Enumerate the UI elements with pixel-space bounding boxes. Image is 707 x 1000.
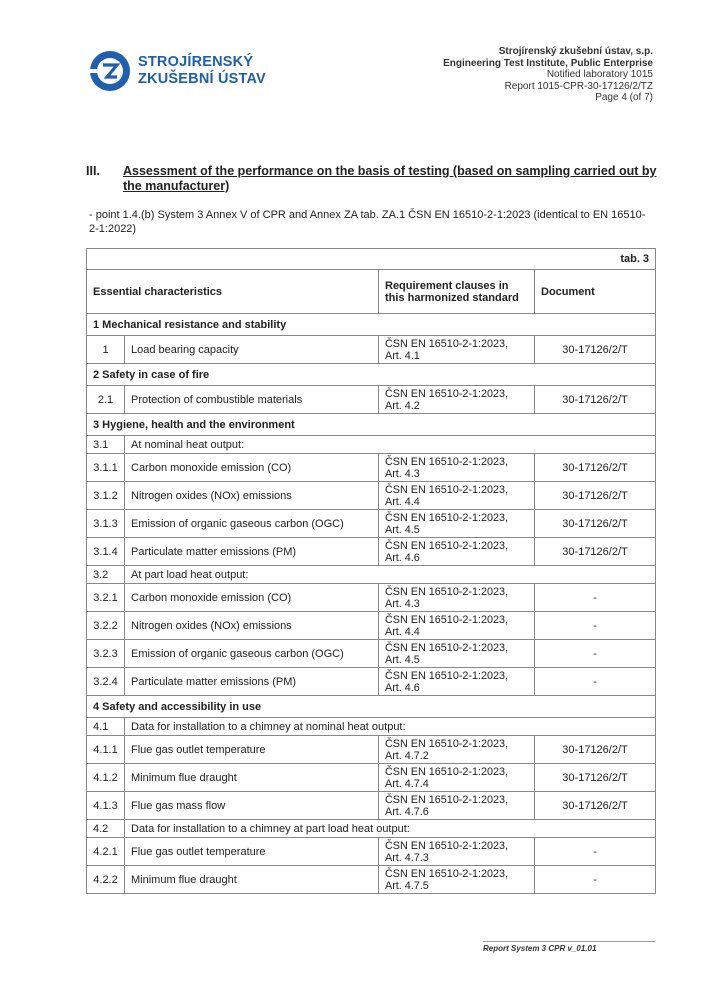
requirement-standard: ČSN EN 16510-2-1:2023, — [385, 641, 509, 654]
requirement-standard: ČSN EN 16510-2-1:2023, — [385, 765, 509, 778]
header-institute-cz: Strojírenský zkušební ústav, s.p. — [498, 46, 653, 57]
document-ref: - — [535, 584, 656, 612]
document-ref: - — [535, 866, 656, 894]
logo-line-1: STROJÍRENSKÝ — [138, 54, 254, 70]
table-header-row — [87, 270, 656, 314]
characteristic-name: Flue gas outlet temperature — [125, 838, 379, 866]
requirement-clause — [379, 510, 535, 538]
characteristic-name: Nitrogen oxides (NOx) emissions — [125, 612, 379, 640]
logo-line-2: ZKUŠEBNÍ ÚSTAV — [138, 71, 266, 87]
requirement-standard: ČSN EN 16510-2-1:2023, — [385, 585, 509, 598]
row-number: 3.1.4 — [87, 538, 125, 566]
row-number: 4.1.1 — [87, 736, 125, 764]
table-row — [87, 668, 656, 696]
characteristic-name: Carbon monoxide emission (CO) — [125, 454, 379, 482]
requirement-clause — [379, 336, 535, 364]
characteristic-name: Particulate matter emissions (PM) — [125, 668, 379, 696]
requirement-article: Art. 4.7.5 — [385, 879, 429, 892]
requirement-standard: ČSN EN 16510-2-1:2023, — [385, 669, 509, 682]
group-row — [87, 364, 656, 386]
requirement-standard: ČSN EN 16510-2-1:2023, — [385, 737, 509, 750]
company-logo — [88, 46, 268, 96]
group-title: 2 Safety in case of fire — [87, 364, 656, 386]
row-number: 4.2.2 — [87, 866, 125, 894]
requirement-article: Art. 4.5 — [385, 523, 420, 536]
requirement-standard: ČSN EN 16510-2-1:2023, — [385, 511, 509, 524]
table-row — [87, 764, 656, 792]
logo-wordmark — [138, 54, 266, 88]
characteristic-name: Minimum flue draught — [125, 764, 379, 792]
table-row — [87, 792, 656, 820]
subgroup-title: At part load heat output: — [125, 566, 656, 584]
table-row — [87, 482, 656, 510]
szu-logo-icon — [88, 49, 132, 93]
requirement-article: Art. 4.5 — [385, 653, 420, 666]
table-label-row — [87, 249, 656, 270]
document-ref: 30-17126/2/T — [535, 538, 656, 566]
row-number: 3.1.1 — [87, 454, 125, 482]
header-report-number: Report 1015-CPR-30-17126/2/TZ — [504, 80, 653, 92]
row-number: 2.1 — [87, 386, 125, 414]
col-requirement: Requirement clauses in this harmonized standard — [379, 270, 535, 314]
document-ref: - — [535, 668, 656, 696]
row-number: 4.1 — [87, 718, 125, 736]
document-ref: 30-17126/2/T — [535, 792, 656, 820]
subgroup-row — [87, 436, 656, 454]
row-number: 4.2 — [87, 820, 125, 838]
requirement-clause — [379, 386, 535, 414]
row-number: 3.1 — [87, 436, 125, 454]
group-title: 4 Safety and accessibility in use — [87, 696, 656, 718]
requirement-standard: ČSN EN 16510-2-1:2023, — [385, 483, 509, 496]
row-number: 3.2.2 — [87, 612, 125, 640]
requirement-clause — [379, 482, 535, 510]
table-row — [87, 386, 656, 414]
subgroup-row — [87, 820, 656, 838]
requirement-standard: ČSN EN 16510-2-1:2023, — [385, 867, 509, 880]
row-number: 3.1.3 — [87, 510, 125, 538]
col-document: Document — [535, 270, 656, 314]
requirement-article: Art. 4.7.3 — [385, 851, 429, 864]
group-row — [87, 696, 656, 718]
document-ref: 30-17126/2/T — [535, 336, 656, 364]
group-title: 1 Mechanical resistance and stability — [87, 314, 656, 336]
characteristic-name: Emission of organic gaseous carbon (OGC) — [125, 640, 379, 668]
table-row — [87, 510, 656, 538]
row-number: 3.1.2 — [87, 482, 125, 510]
characteristic-name: Flue gas outlet temperature — [125, 736, 379, 764]
table-row — [87, 538, 656, 566]
requirement-clause — [379, 866, 535, 894]
requirement-article: Art. 4.1 — [385, 349, 420, 362]
row-number: 3.2.3 — [87, 640, 125, 668]
requirement-standard: ČSN EN 16510-2-1:2023, — [385, 337, 509, 350]
header-notified-lab: Notified laboratory 1015 — [546, 69, 653, 80]
characteristic-name: Protection of combustible materials — [125, 386, 379, 414]
table-label: tab. 3 — [87, 249, 656, 270]
requirement-clause — [379, 792, 535, 820]
subgroup-title: Data for installation to a chimney at nominal heat output: — [125, 718, 656, 736]
characteristic-name: Particulate matter emissions (PM) — [125, 538, 379, 566]
requirement-article: Art. 4.6 — [385, 551, 420, 564]
requirement-article: Art. 4.4 — [385, 625, 420, 638]
document-ref: 30-17126/2/T — [535, 736, 656, 764]
requirement-article: Art. 4.7.2 — [385, 749, 429, 762]
requirement-clause — [379, 668, 535, 696]
requirement-article: Art. 4.6 — [385, 681, 420, 694]
subgroup-row — [87, 718, 656, 736]
requirement-article: Art. 4.3 — [385, 467, 420, 480]
table-row — [87, 866, 656, 894]
requirement-standard: ČSN EN 16510-2-1:2023, — [385, 455, 509, 468]
characteristic-name: Emission of organic gaseous carbon (OGC) — [125, 510, 379, 538]
characteristic-name: Minimum flue draught — [125, 866, 379, 894]
document-ref: - — [535, 612, 656, 640]
report-header — [443, 46, 653, 104]
table-row — [87, 640, 656, 668]
group-title: 3 Hygiene, health and the environment — [87, 414, 656, 436]
requirement-standard: ČSN EN 16510-2-1:2023, — [385, 839, 509, 852]
table-row — [87, 612, 656, 640]
characteristic-name: Load bearing capacity — [125, 336, 379, 364]
section-title: Assessment of the performance on the basis of testing (based on sampling carried out by the manufacturer) — [123, 164, 657, 193]
characteristic-name: Carbon monoxide emission (CO) — [125, 584, 379, 612]
row-number: 4.1.2 — [87, 764, 125, 792]
row-number: 3.2.4 — [87, 668, 125, 696]
group-row — [87, 414, 656, 436]
requirement-standard: ČSN EN 16510-2-1:2023, — [385, 387, 509, 400]
requirement-clause — [379, 838, 535, 866]
requirement-article: Art. 4.2 — [385, 399, 420, 412]
document-ref: 30-17126/2/T — [535, 510, 656, 538]
row-number: 4.1.3 — [87, 792, 125, 820]
table-row — [87, 336, 656, 364]
requirement-clause — [379, 612, 535, 640]
document-ref: 30-17126/2/T — [535, 454, 656, 482]
characteristic-name: Nitrogen oxides (NOx) emissions — [125, 482, 379, 510]
requirement-clause — [379, 584, 535, 612]
subgroup-title: At nominal heat output: — [125, 436, 656, 454]
document-ref: 30-17126/2/T — [535, 764, 656, 792]
document-ref: - — [535, 640, 656, 668]
requirement-standard: ČSN EN 16510-2-1:2023, — [385, 793, 509, 806]
row-number: 3.2.1 — [87, 584, 125, 612]
point-reference: - point 1.4.(b) System 3 Annex V of CPR and Annex ZA tab. ZA.1 ČSN EN 16510-2-1:2023 (identical to EN 16510-2-1:2022) — [89, 209, 646, 235]
document-ref: - — [535, 838, 656, 866]
characteristic-name: Flue gas mass flow — [125, 792, 379, 820]
requirement-standard: ČSN EN 16510-2-1:2023, — [385, 613, 509, 626]
requirement-clause — [379, 736, 535, 764]
header-institute-en: Engineering Test Institute, Public Enterprise — [443, 57, 653, 69]
requirement-clause — [379, 764, 535, 792]
requirement-standard: ČSN EN 16510-2-1:2023, — [385, 539, 509, 552]
table-row — [87, 454, 656, 482]
subgroup-title: Data for installation to a chimney at part load heat output: — [125, 820, 656, 838]
requirement-article: Art. 4.4 — [385, 495, 420, 508]
group-row — [87, 314, 656, 336]
requirement-clause — [379, 454, 535, 482]
row-number: 1 — [87, 336, 125, 364]
requirement-article: Art. 4.7.4 — [385, 777, 429, 790]
col-characteristics: Essential characteristics — [87, 270, 379, 314]
requirement-article: Art. 4.3 — [385, 597, 420, 610]
row-number: 4.2.1 — [87, 838, 125, 866]
requirement-clause — [379, 640, 535, 668]
document-ref: 30-17126/2/T — [535, 482, 656, 510]
table-row — [87, 736, 656, 764]
header-page-number: Page 4 (of 7) — [595, 92, 653, 103]
document-ref: 30-17126/2/T — [535, 386, 656, 414]
table-row — [87, 838, 656, 866]
row-number: 3.2 — [87, 566, 125, 584]
section-number: III. — [86, 164, 100, 178]
requirement-clause — [379, 538, 535, 566]
requirement-article: Art. 4.7.6 — [385, 805, 429, 818]
footer-version: Report System 3 CPR v_01.01 — [483, 941, 655, 953]
assessment-table — [86, 248, 656, 894]
subgroup-row — [87, 566, 656, 584]
table-row — [87, 584, 656, 612]
